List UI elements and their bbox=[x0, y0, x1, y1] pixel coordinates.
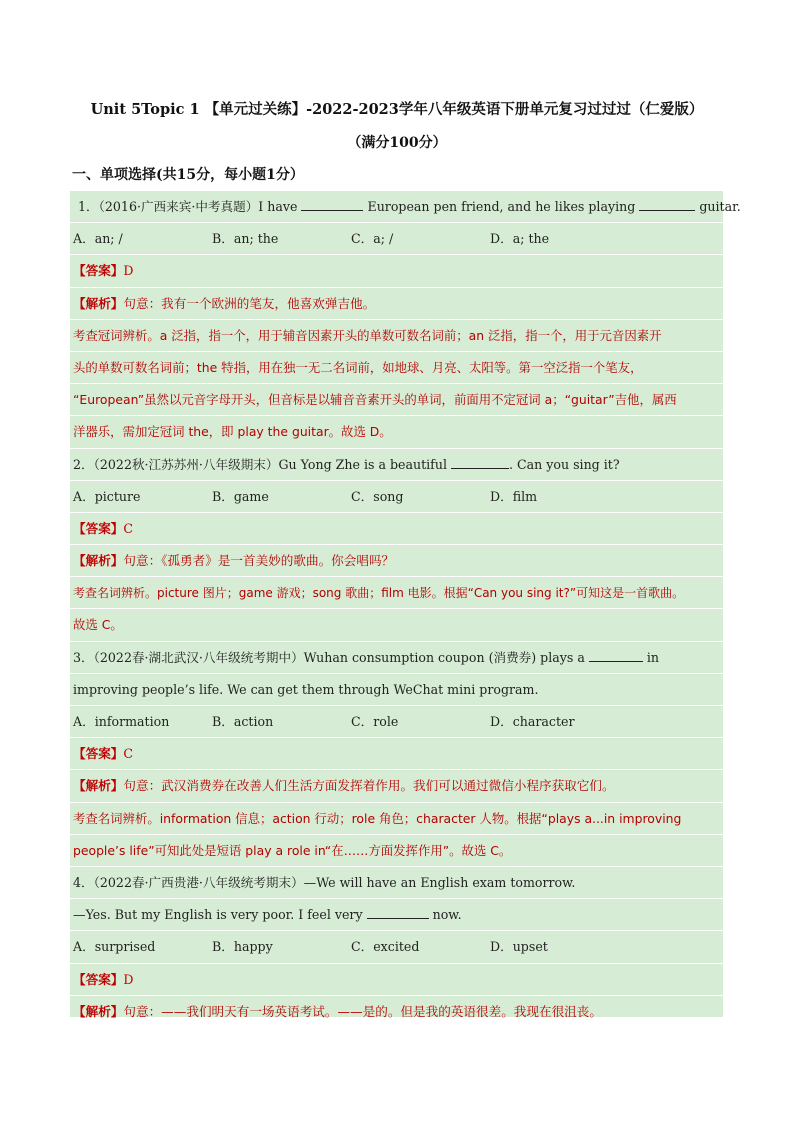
analysis-text: 句意：我有一个欧洲的笔友，他喜欢弹吉他。 bbox=[123, 295, 376, 311]
option-c: C．excited bbox=[351, 939, 420, 955]
question-3-options bbox=[70, 706, 723, 738]
analysis-tag: 【解析】 bbox=[73, 778, 124, 794]
question-2-options bbox=[70, 481, 723, 513]
question-1-analysis-line: 洋器乐，需加定冠词 the，即 play the guitar。故选 D。 bbox=[70, 416, 723, 448]
option-b: B．happy bbox=[212, 939, 273, 955]
option-d: D．film bbox=[490, 488, 538, 504]
option-b: B．an; the bbox=[212, 231, 279, 247]
question-1-analysis-line: 头的单数可数名词前；the 特指，用在独一无二名词前，如地球、月亮、太阳等。第一空泛指一个笔友， bbox=[70, 352, 723, 384]
question-3-stem bbox=[70, 642, 723, 674]
analysis-text: 句意：《孤勇者》是一首美妙的歌曲。你会唱吗？ bbox=[123, 553, 395, 569]
answer-blank bbox=[589, 649, 643, 662]
question-2-analysis-line: 故选 C。 bbox=[70, 609, 723, 641]
question-3-stem-line2: improving people’s life. We can get them through WeChat mini program. bbox=[70, 674, 723, 706]
analysis-text: 句意：——我们明天有一场英语考试。——是的。但是我的英语很差。我现在很沮丧。 bbox=[123, 1003, 602, 1019]
question-3-stem-after: in bbox=[646, 649, 660, 665]
answer-tag: 【答案】 bbox=[73, 520, 124, 536]
option-a: A．picture bbox=[73, 488, 141, 504]
question-1-stem bbox=[70, 191, 741, 223]
question-1-analysis-line: “European”虽然以元音字母开头，但音标是以辅音音素开头的单词，前面用不定冠词 a；“guitar”吉他，属西 bbox=[70, 384, 723, 416]
question-4-stem: 4．（2022春·广西贵港·八年级统考期末）—We will have an English exam tomorrow. bbox=[70, 867, 723, 899]
question-2-answer bbox=[70, 513, 723, 545]
question-1-analysis-line: 考查冠词辨析。a 泛指，指一个，用于辅音因素开头的单数可数名词前；an 泛指，指一个，用于元音因素开 bbox=[70, 320, 723, 352]
page-subtitle: （满分100分） bbox=[347, 135, 447, 151]
option-d: D．character bbox=[490, 714, 575, 729]
question-1-analysis-line bbox=[70, 288, 723, 320]
answer-tag: 【答案】 bbox=[73, 971, 124, 987]
question-1-answer bbox=[70, 255, 723, 287]
answer-tag: 【答案】 bbox=[73, 746, 124, 762]
question-4-answer bbox=[70, 964, 723, 996]
question-4-stem-line2-after: now. bbox=[432, 907, 462, 923]
answer-value: D bbox=[123, 971, 134, 987]
question-4-stem-line2-before: —Yes. But my English is very poor. I feel very bbox=[73, 907, 363, 923]
question-3-analysis-line: 考查名词辨析。information 信息；action 行动；role 角色；character 人物。根据“plays a...in improving bbox=[70, 803, 723, 835]
question-3-analysis-line: people’s life”可知此处是短语 play a role in“在……方面发挥作用”。故选 C。 bbox=[70, 835, 723, 867]
option-d: D．a; the bbox=[490, 231, 550, 247]
question-3-stem-before: 3．（2022春·湖北武汉·八年级统考期中）Wuhan consumption coupon (消费券) plays a bbox=[73, 649, 585, 665]
answer-value: C bbox=[123, 520, 134, 536]
question-2-stem bbox=[70, 449, 723, 481]
page-title: Unit 5Topic 1 【单元过关练】-2022-2023学年八年级英语下册单元复习过过过（仁爱版） bbox=[90, 101, 704, 118]
answer-tag: 【答案】 bbox=[73, 263, 124, 279]
option-a: A．information bbox=[73, 714, 170, 729]
option-c: C．a; / bbox=[351, 231, 394, 247]
option-b: B．action bbox=[212, 714, 274, 729]
question-1-options bbox=[70, 223, 723, 255]
section-heading: 一、单项选择(共15分，每小题1分） bbox=[72, 167, 304, 183]
question-2-stem-after: . Can you sing it? bbox=[509, 456, 620, 472]
answer-blank bbox=[367, 906, 429, 919]
answer-blank bbox=[451, 456, 509, 469]
question-3-answer bbox=[70, 738, 723, 770]
option-a: A．an; / bbox=[73, 231, 123, 247]
answer-value: C bbox=[123, 746, 134, 762]
question-3-analysis-line bbox=[70, 770, 723, 802]
question-4-analysis-line bbox=[70, 996, 723, 1028]
answer-blank bbox=[639, 198, 695, 211]
option-b: B．game bbox=[212, 488, 269, 504]
analysis-text: 句意：武汉消费券在改善人们生活方面发挥着作用。我们可以通过微信小程序获取它们。 bbox=[123, 778, 615, 794]
question-area bbox=[70, 191, 741, 1019]
question-1-stem-after: guitar. bbox=[699, 199, 741, 214]
answer-value: D bbox=[123, 263, 134, 279]
question-1-stem-before: 1．（2016·广西来宾·中考真题）I have bbox=[78, 199, 298, 214]
analysis-tag: 【解析】 bbox=[73, 553, 124, 569]
question-4-stem-line2 bbox=[70, 899, 723, 931]
analysis-tag: 【解析】 bbox=[73, 295, 124, 311]
question-2-stem-before: 2．（2022秋·江苏苏州·八年级期末）Gu Yong Zhe is a beautiful bbox=[73, 456, 447, 472]
option-c: C．role bbox=[351, 714, 399, 729]
question-2-analysis-line bbox=[70, 545, 723, 577]
question-4-options bbox=[70, 931, 723, 963]
option-d: D．upset bbox=[490, 939, 548, 955]
answer-blank bbox=[301, 198, 363, 211]
option-c: C．song bbox=[351, 488, 404, 504]
option-a: A．surprised bbox=[73, 939, 156, 955]
question-1-stem-middle: European pen friend, and he likes playing bbox=[367, 199, 636, 214]
question-2-analysis-line: 考查名词辨析。picture 图片；game 游戏；song 歌曲；film 电影。根据“Can you sing it?”可知这是一首歌曲。 bbox=[70, 577, 723, 609]
analysis-tag: 【解析】 bbox=[73, 1003, 124, 1019]
